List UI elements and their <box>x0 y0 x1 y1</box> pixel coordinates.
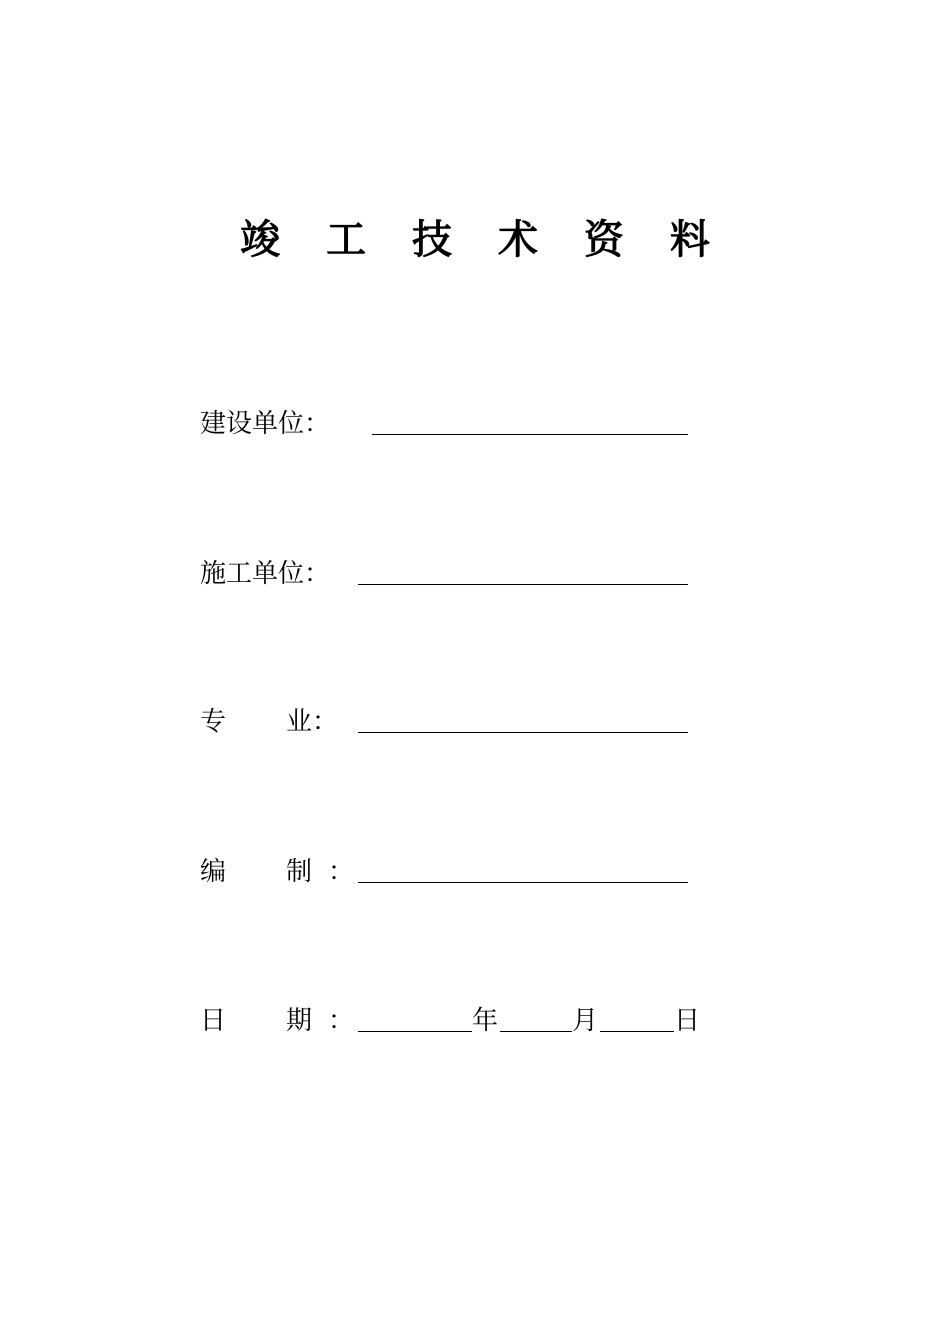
document-title <box>0 212 950 268</box>
date-label-first: 日 <box>200 1006 227 1036</box>
title-char: 资 <box>583 217 624 263</box>
year-field[interactable] <box>358 1031 472 1032</box>
compiler-label-last: 制 <box>286 857 313 887</box>
year-label: 年 <box>472 1006 499 1036</box>
date-label-last: 期 <box>286 1006 313 1036</box>
contractor-label: 施工单位： <box>200 559 331 589</box>
month-label: 月 <box>572 1006 599 1036</box>
day-field[interactable] <box>600 1031 674 1032</box>
specialty-label-first: 专 <box>200 707 227 737</box>
title-char: 术 <box>497 217 538 263</box>
compiler-row <box>200 852 700 892</box>
construction-owner-field[interactable] <box>372 434 688 435</box>
date-colon: ： <box>328 1006 355 1036</box>
day-label: 日 <box>674 1006 701 1036</box>
specialty-field[interactable] <box>358 732 688 733</box>
title-char: 技 <box>412 217 453 263</box>
title-char: 竣 <box>240 217 281 263</box>
compiler-field[interactable] <box>358 882 688 883</box>
compiler-colon: ： <box>328 857 355 887</box>
compiler-label-first: 编 <box>200 857 227 887</box>
month-field[interactable] <box>500 1031 572 1032</box>
title-char: 工 <box>326 217 367 263</box>
contractor-row <box>200 554 700 594</box>
contractor-field[interactable] <box>358 584 688 585</box>
construction-owner-row <box>200 404 700 444</box>
specialty-row <box>200 702 700 742</box>
specialty-label-last: 业： <box>286 707 339 737</box>
construction-owner-label: 建设单位： <box>200 409 331 439</box>
title-char: 料 <box>669 217 710 263</box>
date-row <box>200 1001 720 1041</box>
